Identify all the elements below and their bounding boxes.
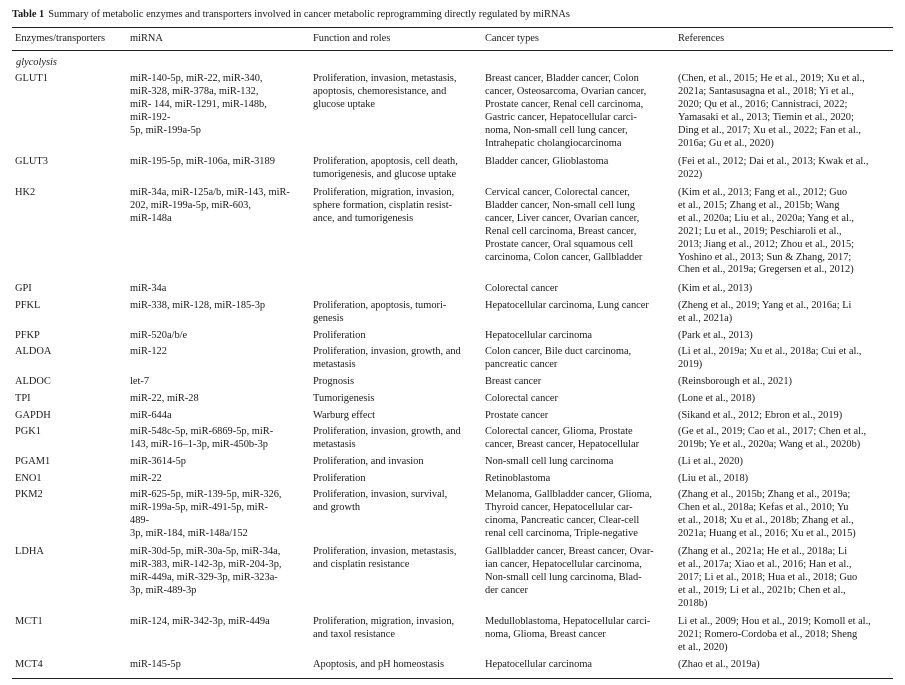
table-row (12, 346, 893, 372)
cell-cancer: Bladder cancer, Glioblastoma (485, 156, 609, 167)
table-row (12, 73, 893, 150)
cell-refs: (Park et al., 2013) (678, 330, 753, 341)
cell-enzyme: MCT4 (15, 659, 43, 670)
cell-function: Warburg effect (313, 410, 375, 421)
cell-enzyme: MCT1 (15, 616, 43, 627)
cell-cancer: Gallbladder cancer, Breast cancer, Ovar- ian cancer, Hepatocellular carcinoma, Non-small cell lung carcinoma, Blad- der cancer (485, 546, 654, 596)
cell-cancer: Non-small cell lung carcinoma (485, 456, 614, 467)
cell-refs: (Zhang et al., 2015b; Zhang et al., 2019a; Chen et al., 2018a; Kefas et al., 2010; Yu et al., 2018; Xu et al., 2018b; Zhang et al., 2021a; Huang et al., 2016; Xu et al., 2015) (678, 489, 856, 539)
table-row (12, 410, 893, 423)
cell-enzyme: LDHA (15, 546, 44, 557)
cell-enzyme: ALDOC (15, 376, 51, 387)
cell-enzyme: HK2 (15, 187, 36, 198)
table-row (12, 473, 893, 486)
cell-cancer: Hepatocellular carcinoma (485, 659, 593, 670)
cell-function: Prognosis (313, 376, 354, 387)
cell-mirna: miR-548c-5p, miR-6869-5p, miR- 143, miR-16–1-3p, miR-450b-3p (130, 426, 274, 450)
cell-cancer: Hepatocellular carcinoma, Lung cancer (485, 300, 649, 311)
section-label-glycolysis: glycolysis (16, 57, 57, 68)
table-row (12, 546, 893, 611)
cell-enzyme: TPI (15, 393, 31, 404)
cell-enzyme: PGAM1 (15, 456, 51, 467)
table-row (12, 489, 893, 541)
cell-enzyme: PFKL (15, 300, 41, 311)
cell-function: Proliferation, migration, invasion, sphere formation, cisplatin resist- ance, and tumorigenesis (313, 187, 455, 224)
cell-refs: (Lone et al., 2018) (678, 393, 756, 404)
cell-refs: (Zhang et al., 2021a; He et al., 2018a; Li et al., 2017a; Xiao et al., 2016; Han et al., 2017; Li et al., 2018; Hua et al., 2018; Guo et al., 2019; Li et al., 2021b; Chen et al., 2018b) (678, 546, 858, 609)
cell-mirna: miR-124, miR-342-3p, miR-449a (130, 616, 270, 627)
table-caption (12, 8, 570, 22)
cell-cancer: Colorectal cancer, Glioma, Prostate cancer, Breast cancer, Hepatocellular (485, 426, 640, 450)
cell-function: Proliferation, invasion, metastasis, and cisplatin resistance (313, 546, 457, 570)
cell-mirna: miR-22, miR-28 (130, 393, 199, 404)
cell-mirna: miR-3614-5p (130, 456, 186, 467)
table-row (12, 393, 893, 406)
cell-mirna: let-7 (130, 376, 150, 387)
table-row (12, 300, 893, 326)
table-header-rule (12, 50, 893, 51)
cell-cancer: Melanoma, Gallbladder cancer, Glioma, Thyroid cancer, Hepatocellular car- cinoma, Pancreatic cancer, Clear-cell renal cell carcinoma, Triple-negative (485, 489, 652, 539)
cell-function: Proliferation, invasion, metastasis, apoptosis, chemoresistance, and glucose uptake (313, 73, 457, 110)
cell-refs: (Reinsborough et al., 2021) (678, 376, 792, 387)
cell-function: Tumorigenesis (313, 393, 375, 404)
table-row (12, 283, 893, 296)
cell-cancer: Medulloblastoma, Hepatocellular carci- noma, Glioma, Breast cancer (485, 616, 651, 640)
cell-function: Proliferation, migration, invasion, and taxol resistance (313, 616, 455, 640)
table-label: Table 1 (12, 9, 45, 20)
cell-refs: (Chen, et al., 2015; He et al., 2019; Xu et al., 2021a; Santasusagna et al., 2018; Yi et al., 2020; Qu et al., 2016; Cannistraci, 2022; Yamasaki et al., 2013; Tiemin et al., 2020; Ding et al., 2017; Xu et al., 2022; Fan et al., 2016a; Gu et al., 2020) (678, 73, 865, 149)
cell-refs: (Kim et al., 2013) (678, 283, 753, 294)
cell-function: Proliferation, invasion, growth, and metastasis (313, 426, 461, 450)
table-row (12, 659, 893, 672)
table-row (12, 616, 893, 655)
cell-mirna: miR-195-5p, miR-106a, miR-3189 (130, 156, 275, 167)
cell-cancer: Prostate cancer (485, 410, 549, 421)
header-enzymes: Enzymes/transporters (15, 33, 106, 44)
cell-refs: Li et al., 2009; Hou et al., 2019; Komoll et al., 2021; Romero-Cordoba et al., 2018; Sheng et al., 2020) (678, 616, 871, 653)
cell-cancer: Colorectal cancer (485, 393, 558, 404)
cell-refs: (Liu et al., 2018) (678, 473, 749, 484)
cell-refs: (Li et al., 2020) (678, 456, 743, 467)
cell-mirna: miR-338, miR-128, miR-185-3p (130, 300, 266, 311)
cell-enzyme: ALDOA (15, 346, 52, 357)
cell-mirna: miR-145-5p (130, 659, 181, 670)
cell-refs: (Sikand et al., 2012; Ebron et al., 2019) (678, 410, 843, 421)
cell-enzyme: PFKP (15, 330, 40, 341)
cell-function: Proliferation (313, 330, 366, 341)
table-bottom-rule (12, 678, 893, 679)
cell-function: Apoptosis, and pH homeostasis (313, 659, 445, 670)
cell-function: Proliferation, invasion, survival, and growth (313, 489, 448, 513)
cell-refs: (Kim et al., 2013; Fang et al., 2012; Guo et al., 2015; Zhang et al., 2015b; Wang et al., 2020a; Liu et al., 2020a; Yang et al., 2021; Lu et al., 2019; Peschiaroli et al., 2013; Jiang et al., 2012; Zhou et al., 2015; Yoshino et al., 2013; Sun & Zhang, 2017; Chen et al., 2019a; Gregersen et al., 2012) (678, 187, 855, 276)
cell-refs: (Zheng et al., 2019; Yang et al., 2016a; Li et al., 2021a) (678, 300, 852, 324)
cell-enzyme: PGK1 (15, 426, 41, 437)
header-cancer-types: Cancer types (485, 33, 539, 44)
cell-refs: (Li et al., 2019a; Xu et al., 2018a; Cui et al., 2019) (678, 346, 862, 370)
cell-cancer: Cervical cancer, Colorectal cancer, Bladder cancer, Non-small cell lung cancer, Liver cancer, Ovarian cancer, Renal cell carcinoma, Breast cancer, Prostate cancer, Oral squamous cell carcinoma, Colon cancer, Gallbladder (485, 187, 643, 263)
cell-enzyme: GLUT1 (15, 73, 48, 84)
table-caption-text: Summary of metabolic enzymes and transporters involved in cancer metabolic reprogramming directly regulated by miRNAs (48, 9, 570, 20)
cell-mirna: miR-30d-5p, miR-30a-5p, miR-34a, miR-383, miR-142-3p, miR-204-3p, miR-449a, miR-329-3p, miR-323a- 3p, miR-489-3p (130, 546, 282, 596)
table-row (12, 456, 893, 469)
cell-cancer: Breast cancer, Bladder cancer, Colon cancer, Osteosarcoma, Ovarian cancer, Prostate cancer, Renal cell carcinoma, Gastric cancer, Hepatocellular carci- noma, Non-small cell lung cancer, Intrahepatic cholangiocarcinoma (485, 73, 647, 149)
cell-enzyme: ENO1 (15, 473, 42, 484)
cell-refs: (Zhao et al., 2019a) (678, 659, 760, 670)
cell-mirna: miR-34a, miR-125a/b, miR-143, miR- 202, miR-199a-5p, miR-603, miR-148a (130, 187, 290, 224)
header-references: References (678, 33, 725, 44)
cell-mirna: miR-625-5p, miR-139-5p, miR-326, miR-199a-5p, miR-491-5p, miR- 489- 3p, miR-184, miR-148a/152 (130, 489, 282, 539)
cell-cancer: Retinoblastoma (485, 473, 551, 484)
cell-function: Proliferation (313, 473, 366, 484)
table-row (12, 426, 893, 452)
cell-function: Proliferation, apoptosis, cell death, tumorigenesis, and glucose uptake (313, 156, 458, 180)
cell-cancer: Colorectal cancer (485, 283, 558, 294)
cell-function: Proliferation, invasion, growth, and metastasis (313, 346, 461, 370)
header-function: Function and roles (313, 33, 391, 44)
table-row (12, 330, 893, 343)
table-row (12, 187, 893, 277)
cell-enzyme: GAPDH (15, 410, 51, 421)
table-header (12, 33, 893, 46)
cell-enzyme: PKM2 (15, 489, 43, 500)
table-row (12, 156, 893, 182)
cell-cancer: Breast cancer (485, 376, 542, 387)
cell-function: Proliferation, and invasion (313, 456, 424, 467)
cell-mirna: miR-140-5p, miR-22, miR-340, miR-328, miR-378a, miR-132, miR- 144, miR-1291, miR-148b, miR-192- 5p, miR-199a-5p (130, 73, 267, 136)
cell-enzyme: GLUT3 (15, 156, 48, 167)
cell-cancer: Hepatocellular carcinoma (485, 330, 593, 341)
cell-function: Proliferation, apoptosis, tumori- genesis (313, 300, 447, 324)
cell-mirna: miR-34a (130, 283, 167, 294)
header-mirna: miRNA (130, 33, 163, 44)
cell-mirna: miR-520a/b/e (130, 330, 188, 341)
cell-cancer: Colon cancer, Bile duct carcinoma, pancreatic cancer (485, 346, 632, 370)
cell-mirna: miR-122 (130, 346, 167, 357)
cell-refs: (Ge et al., 2019; Cao et al., 2017; Chen et al., 2019b; Ye et al., 2020a; Wang et al., 2020b) (678, 426, 867, 450)
cell-mirna: miR-644a (130, 410, 172, 421)
cell-enzyme: GPI (15, 283, 32, 294)
cell-function (313, 283, 485, 296)
table-top-rule (12, 27, 893, 28)
cell-mirna: miR-22 (130, 473, 162, 484)
cell-refs: (Fei et al., 2012; Dai et al., 2013; Kwak et al., 2022) (678, 156, 869, 180)
table-row (12, 376, 893, 389)
